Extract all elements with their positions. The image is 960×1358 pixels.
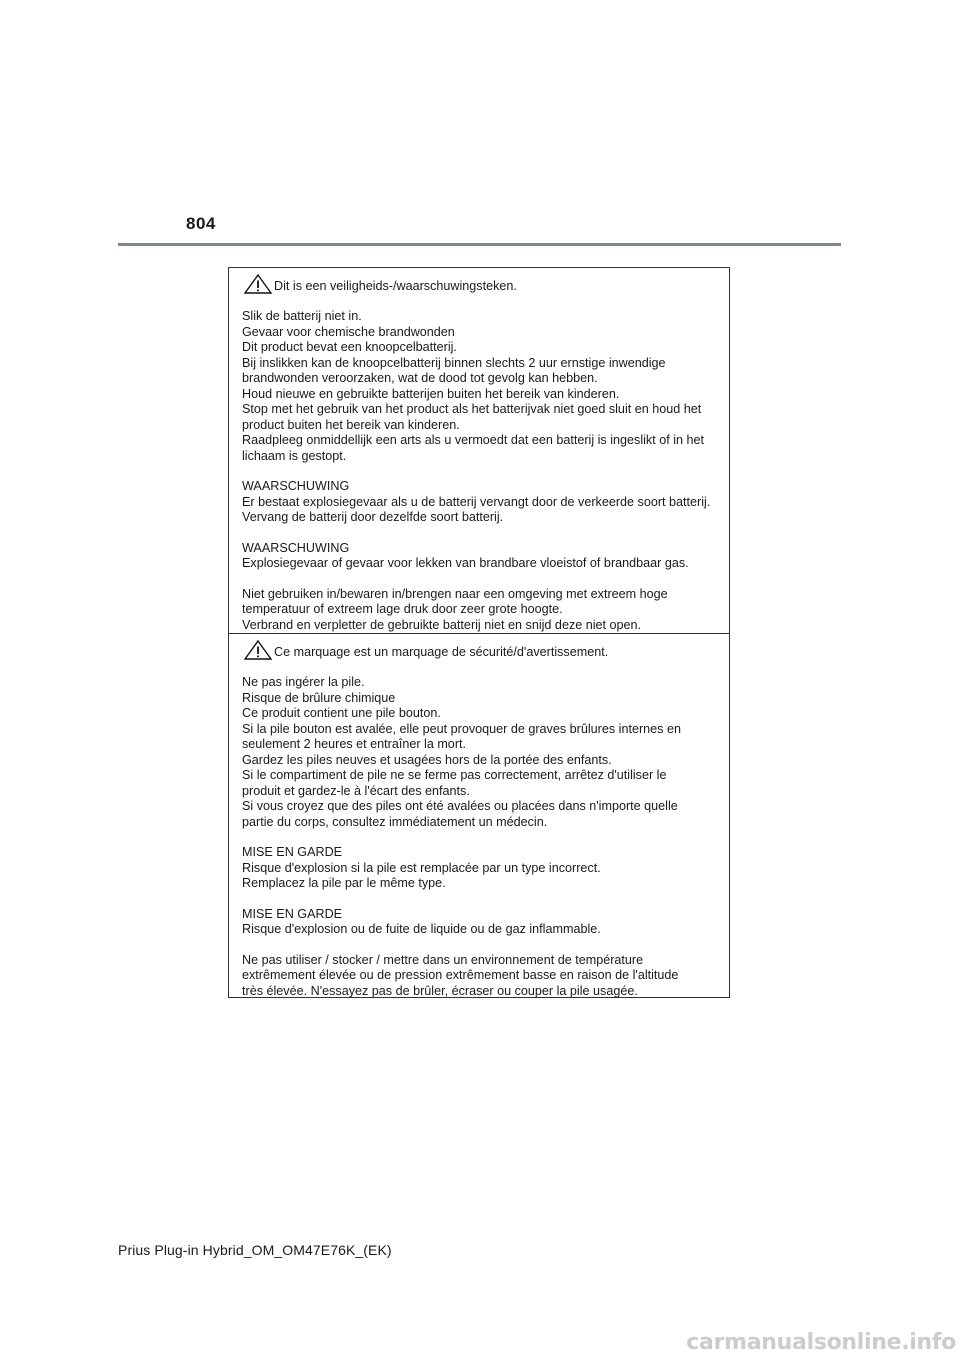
text-line: produit et gardez-le à l'écart des enfants. xyxy=(242,783,470,798)
warning-heading-text: Ce marquage est un marquage de sécurité/d'avertissement. xyxy=(274,644,609,659)
text-line: Explosiegevaar of gevaar voor lekken van brandbare vloeistof of brandbaar gas. xyxy=(242,556,689,570)
warning-heading xyxy=(242,640,716,660)
text-line: MISE EN GARDE xyxy=(242,906,343,921)
warning-heading xyxy=(242,274,716,294)
text-line: Gevaar voor chemische brandwonden xyxy=(242,324,455,339)
text-line: Niet gebruiken in/bewaren in/brengen naar een omgeving met extreem hoge xyxy=(242,586,668,601)
text-line: Vervang de batterij door dezelfde soort batterij. xyxy=(242,510,504,524)
text-line: extrêmement élevée ou de pression extrêmement basse en raison de l'altitude xyxy=(242,968,679,982)
text-line: Slik de batterij niet in. xyxy=(242,309,362,323)
text-line: Si vous croyez que des piles ont été avalées ou placées dans n'importe quelle xyxy=(242,799,678,813)
text-line: Dit product bevat een knoopcelbatterij. xyxy=(242,340,457,354)
text-line: très élevée. N'essayez pas de brûler, écraser ou couper la pile usagée. xyxy=(242,983,638,998)
text-line: brandwonden veroorzaken, wat de dood tot gevolg kan hebben. xyxy=(242,371,598,385)
text-block xyxy=(242,587,716,634)
notice-section-dutch xyxy=(229,268,729,633)
notice-section-french xyxy=(229,633,729,998)
text-block xyxy=(242,675,716,830)
text-line: Raadpleeg onmiddellijk een arts als u vermoedt dat een batterij is ingeslikt of in het xyxy=(242,433,705,447)
warning-triangle-icon xyxy=(244,640,272,660)
text-line: Risque d'explosion ou de fuite de liquide ou de gaz inflammable. xyxy=(242,922,601,936)
text-line: seulement 2 heures et entraîner la mort. xyxy=(242,737,467,751)
warning-triangle-icon xyxy=(244,274,272,294)
text-line: MISE EN GARDE xyxy=(242,845,343,859)
text-line: Er bestaat explosiegevaar als u de batterij vervangt door de verkeerde soort batterij. xyxy=(242,494,711,509)
text-line: Ce produit contient une pile bouton. xyxy=(242,706,441,720)
text-line: Risque de brûlure chimique xyxy=(242,690,396,705)
text-block xyxy=(242,907,716,938)
text-line: Stop met het gebruik van het product als het batterijvak niet goed sluit en houd het xyxy=(242,402,702,416)
warning-heading-text: Dit is een veiligheids-/waarschuwingsteken. xyxy=(274,278,517,293)
text-line: Risque d'explosion si la pile est remplacée par un type incorrect. xyxy=(242,860,601,875)
text-block xyxy=(242,309,716,464)
page-number: 804 xyxy=(186,214,216,233)
text-line: partie du corps, consultez immédiatement un médecin. xyxy=(242,814,548,829)
header-rule xyxy=(118,243,841,246)
watermark-text: carmanualsonline.info xyxy=(686,1330,956,1355)
text-line: Remplacez la pile par le même type. xyxy=(242,876,446,890)
text-line: Si la pile bouton est avalée, elle peut provoquer de graves brûlures internes en xyxy=(242,721,681,736)
text-block xyxy=(242,541,716,572)
text-line: Gardez les piles neuves et usagées hors de la portée des enfants. xyxy=(242,752,612,767)
battery-warning-notice xyxy=(228,267,730,998)
text-line: Ne pas ingérer la pile. xyxy=(242,675,365,689)
text-line: product buiten het bereik van kinderen. xyxy=(242,417,460,432)
text-line: Si le compartiment de pile ne se ferme pas correctement, arrêtez d'utiliser le xyxy=(242,768,667,782)
watermark[interactable] xyxy=(686,1330,960,1358)
document-footer: Prius Plug-in Hybrid_OM_OM47E76K_(EK) xyxy=(118,1242,392,1258)
text-line: lichaam is gestopt. xyxy=(242,448,347,463)
text-block xyxy=(242,953,716,1000)
text-line: Verbrand en verpletter de gebruikte batterij niet en snijd deze niet open. xyxy=(242,617,642,632)
text-line: WAARSCHUWING xyxy=(242,540,350,555)
text-block xyxy=(242,845,716,892)
text-block xyxy=(242,479,716,526)
text-line: Ne pas utiliser / stocker / mettre dans un environnement de température xyxy=(242,952,644,967)
text-line: Houd nieuwe en gebruikte batterijen buiten het bereik van kinderen. xyxy=(242,386,620,401)
text-line: temperatuur of extreem lage druk door zeer grote hoogte. xyxy=(242,602,563,616)
text-line: WAARSCHUWING xyxy=(242,479,350,493)
text-line: Bij inslikken kan de knoopcelbatterij binnen slechts 2 uur ernstige inwendige xyxy=(242,355,666,370)
